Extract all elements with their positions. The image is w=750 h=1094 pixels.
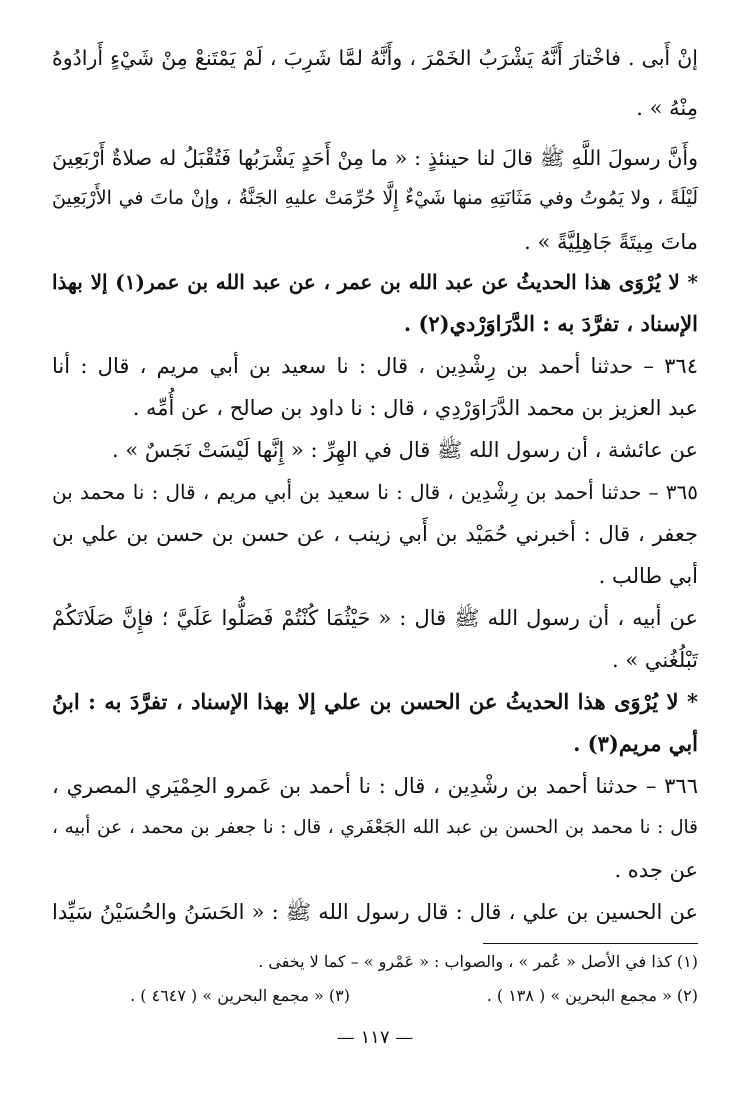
text-line: إنْ أَبى . فاخْتارَ أَنَّهُ يَشْرَبُ الخَمْرَ ، وأَنَّهُ لمَّا شَرِبَ ، لَمْ يَمْتَنعْ مِنْ شَيْءٍ أَرادُوهُ xyxy=(52,46,698,70)
text-line: لَيْلَةً ، ولا يَمُوتُ وفي مَثَانَتِهِ منها شَيْءٌ إِلَّا حُرِّمَتْ عليهِ الجَنَّةُ ، وإنْ ماتَ في الأَرْبَعِينَ xyxy=(52,187,698,209)
editor-note: أبي مريم(٣) . xyxy=(573,731,698,756)
editor-note: * لا يُرْوَى هذا الحديثُ عن الحسن بن علي إلا بهذا الإسناد ، تفرَّدَ به : ابنُ xyxy=(52,689,698,714)
text-line: عن أبيه ، أن رسول الله ﷺ قال : « حَيْثُمَا كُنْتُمْ فَصَلُّوا عَلَيَّ ؛ فإِنَّ صَلَاتَكُمْ xyxy=(52,606,698,630)
hadith-366-heading: ٣٦٦ – حدثنا أحمد بن رشْدِين ، قال : نا أحمد بن عَمرو الحِمْيَري المصري ، xyxy=(52,774,698,798)
editor-note: الإسناد ، تفرَّدَ به : الدَّرَاوَرْدي(٢) . xyxy=(403,311,698,336)
footnote-2: (٢) « مجمع البحرين » ( ١٣٨ ) . xyxy=(486,986,698,1005)
text-line: تَبْلُغُني » . xyxy=(612,648,698,672)
hadith-364-heading: ٣٦٤ – حدثنا أحمد بن رِشْدِين ، قال : نا سعيد بن أبي مريم ، قال : أنا xyxy=(52,354,698,378)
text-line: عن عائشة ، أن رسول الله ﷺ قال في الهِرِّ : « إِنَّها لَيْسَتْ نَجَسٌ » . xyxy=(112,438,698,462)
text-line: مِنْهُ » . xyxy=(636,96,698,120)
footnote-1: (١) كذا في الأصل « عُمر » ، والصواب : « عَمْرو » – كما لا يخفى . xyxy=(258,952,698,971)
text-line: ماتَ مِيتَةً جَاهِلِيَّةً » . xyxy=(524,230,698,254)
footnote-3: (٣) « مجمع البحرين » ( ٤٦٤٧ ) . xyxy=(130,986,350,1005)
text-line: عن الحسين بن علي ، قال : قال رسول الله ﷺ : « الحَسَنُ والحُسَيْنُ سَيِّدا xyxy=(52,900,698,924)
footnote-separator xyxy=(483,943,698,944)
hadith-365-heading: ٣٦٥ – حدثنا أحمد بن رِشْدِين ، قال : نا سعيد بن أبي مريم ، قال : نا محمد بن xyxy=(52,480,698,504)
text-line: عن جده . xyxy=(614,858,698,882)
text-line: عبد العزيز بن محمد الدَّرَاوَرْدِي ، قال : نا داود بن صالح ، عن أُمِّه . xyxy=(132,396,698,420)
text-line: قال : نا محمد بن الحسن بن عبد الله الجَعْفَري ، قال : نا جعفر بن محمد ، عن أبيه ، xyxy=(52,817,698,838)
text-line: جعفر ، قال : أخبرني حُمَيْد بن أَبي زينب ، عن حسن بن حسن بن علي بن xyxy=(52,522,698,546)
text-line: وأَنَّ رسولَ اللَّهِ ﷺ قالَ لنا حينئذٍ : « ما مِنْ أَحَدٍ يَشْرَبُها فَتُقْبَلُ له صلاةٌ أَرْبَعِينَ xyxy=(52,146,698,170)
editor-note: * لا يُرْوَى هذا الحديثُ عن عبد الله بن عمر ، عن عبد الله بن عمر(١) إلا بهذا xyxy=(52,270,698,294)
text-line: أبي طالب . xyxy=(598,564,698,588)
page-number: — ١١٧ — xyxy=(336,1027,414,1048)
